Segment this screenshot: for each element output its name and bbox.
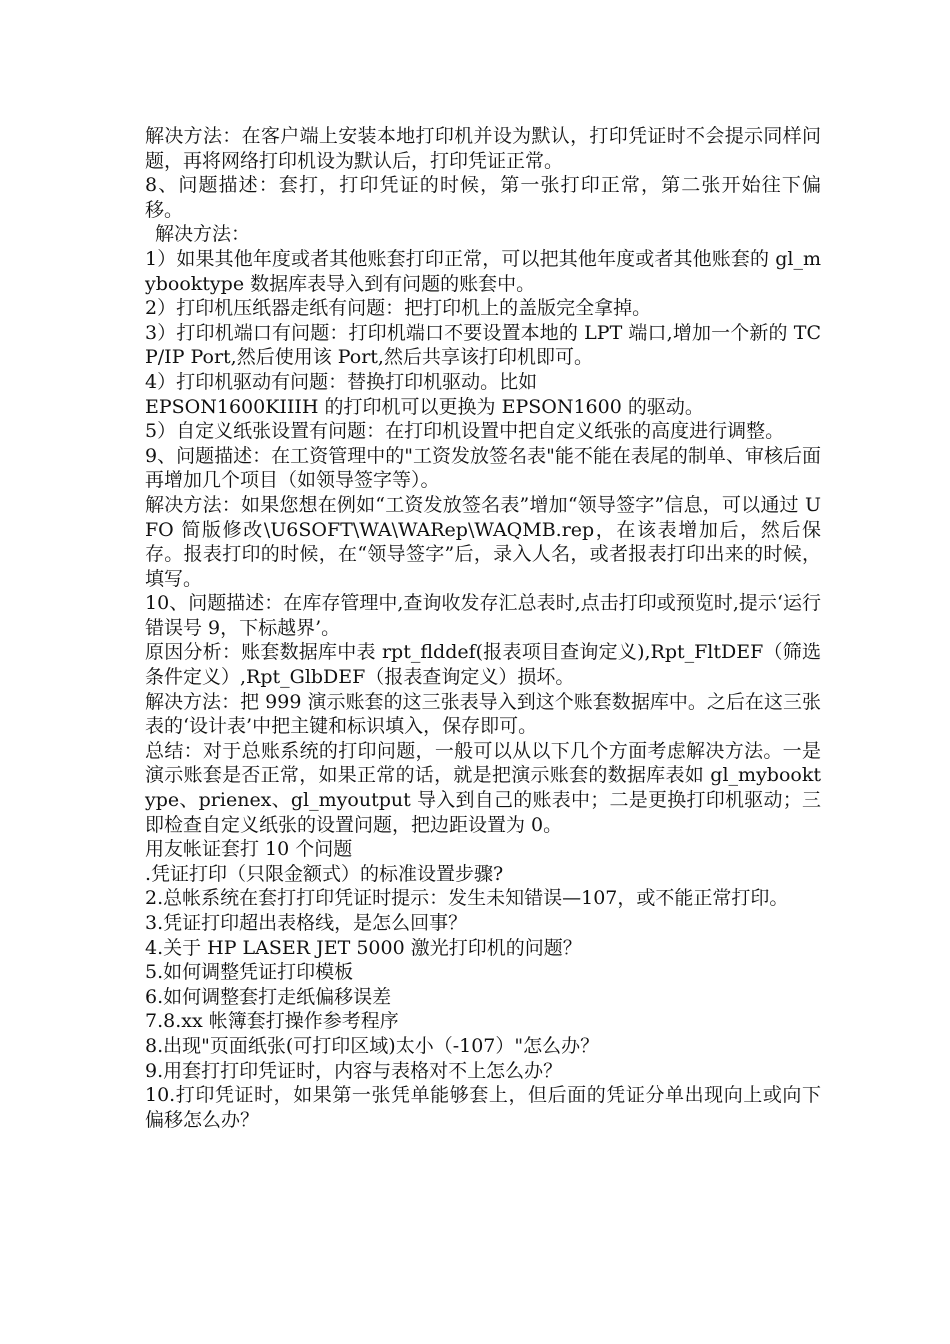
paragraph-summary: 总结：对于总账系统的打印问题，一般可以从以下几个方面考虑解决方法。一是演示账套是否正常，如果正常的话，就是把演示账套的数据库表如 gl_mybooktype、prienex、gl_myoutput 导入到自己的账表中；二是更换打印机驱动；三即检查自定义纸张的设置问题，把边距设置为 0。 [145, 739, 821, 836]
paragraph-solution-step-1: 1）如果其他年度或者其他账套打印正常，可以把其他年度或者其他账套的 gl_mybooktype 数据库表导入到有问题的账套中。 [145, 247, 821, 295]
paragraph-cause-analysis: 原因分析：账套数据库中表 rpt_flddef(报表项目查询定义),Rpt_FltDEF（筛选条件定义）,Rpt_GlbDEF（报表查询定义）损坏。 [145, 641, 821, 689]
list-item-question-9: 9.用套打打印凭证时，内容与表格对不上怎么办？ [145, 1059, 563, 1082]
paragraph-solution-10: 解决方法：把 999 演示账套的这三张表导入到这个账套数据库中。之后在这三张表的‘设计表’中把主键和标识填入，保存即可。 [145, 690, 821, 738]
paragraph-problem-8: 8、问题描述：套打，打印凭证的时候，第一张打印正常，第二张开始往下偏移。 [145, 174, 821, 221]
list-item-question-3: 3.凭证打印超出表格线，是怎么回事？ [145, 912, 468, 934]
paragraph-solution-heading: 解决方法： [155, 223, 251, 246]
list-item-question-2: 2.总帐系统在套打打印凭证时提示：发生未知错误—107，或不能正常打印。 [145, 887, 789, 910]
list-item-question-6: 6.如何调整套打走纸偏移误差 [145, 985, 392, 1008]
list-item-question-1: .凭证打印（只限金额式）的标准设置步骤? [145, 862, 504, 885]
list-item-question-4: 4.关于 HP LASER JET 5000 激光打印机的问题？ [145, 936, 582, 959]
list-item-question-8: 8.出现"页面纸张(可打印区域)太小（-107）"怎么办？ [145, 1034, 600, 1057]
document-body [145, 124, 821, 1132]
paragraph-solution-9: 解决方法：如果您想在例如“工资发放签名表”增加“领导签字”信息，可以通过 UFO 简版修改\U6SOFT\WA\WARep\WAQMB.rep，在该表增加后，然后保存。报表打印的时候，在“领导签字”后，录入人名，或者报表打印出来的时候，填写。 [145, 493, 821, 590]
list-item-question-10: 10.打印凭证时，如果第一张凭单能够套上，但后面的凭证分单出现向上或向下偏移怎么办？ [145, 1084, 821, 1131]
paragraph-problem-9: 9、问题描述：在工资管理中的"工资发放签名表"能不能在表尾的制单、审核后面再增加几个项目（如领导签字等）。 [145, 444, 821, 492]
paragraph-solution-step-4: 4）打印机驱动有问题：替换打印机驱动。比如 [145, 370, 538, 393]
paragraph-solution-step-3: 3）打印机端口有问题：打印机端口不要设置本地的 LPT 端口,增加一个新的 TCP/IP Port,然后使用该 Port,然后共享该打印机即可。 [145, 321, 821, 369]
paragraph-solution-local-printer: 解决方法：在客户端上安装本地打印机并设为默认，打印凭证时不会提示同样问题，再将网络打印机设为默认后，打印凭证正常。 [145, 125, 821, 172]
paragraph-solution-step-4-cont: EPSON1600KIIIH 的打印机可以更换为 EPSON1600 的驱动。 [145, 395, 704, 418]
list-item-question-5: 5.如何调整凭证打印模板 [145, 961, 354, 984]
paragraph-solution-step-2: 2）打印机压纸器走纸有问题：把打印机上的盖版完全拿掉。 [145, 297, 652, 320]
section-heading-ten-questions: 用友帐证套打 10 个问题 [145, 838, 353, 861]
paragraph-solution-step-5: 5）自定义纸张设置有问题：在打印机设置中把自定义纸张的高度进行调整。 [145, 420, 785, 443]
paragraph-problem-10: 10、问题描述：在库存管理中,查询收发存汇总表时,点击打印或预览时,提示‘运行错误号 9，下标越界’。 [145, 592, 821, 639]
list-item-question-7: 7.8.xx 帐簿套打操作参考程序 [145, 1010, 399, 1033]
